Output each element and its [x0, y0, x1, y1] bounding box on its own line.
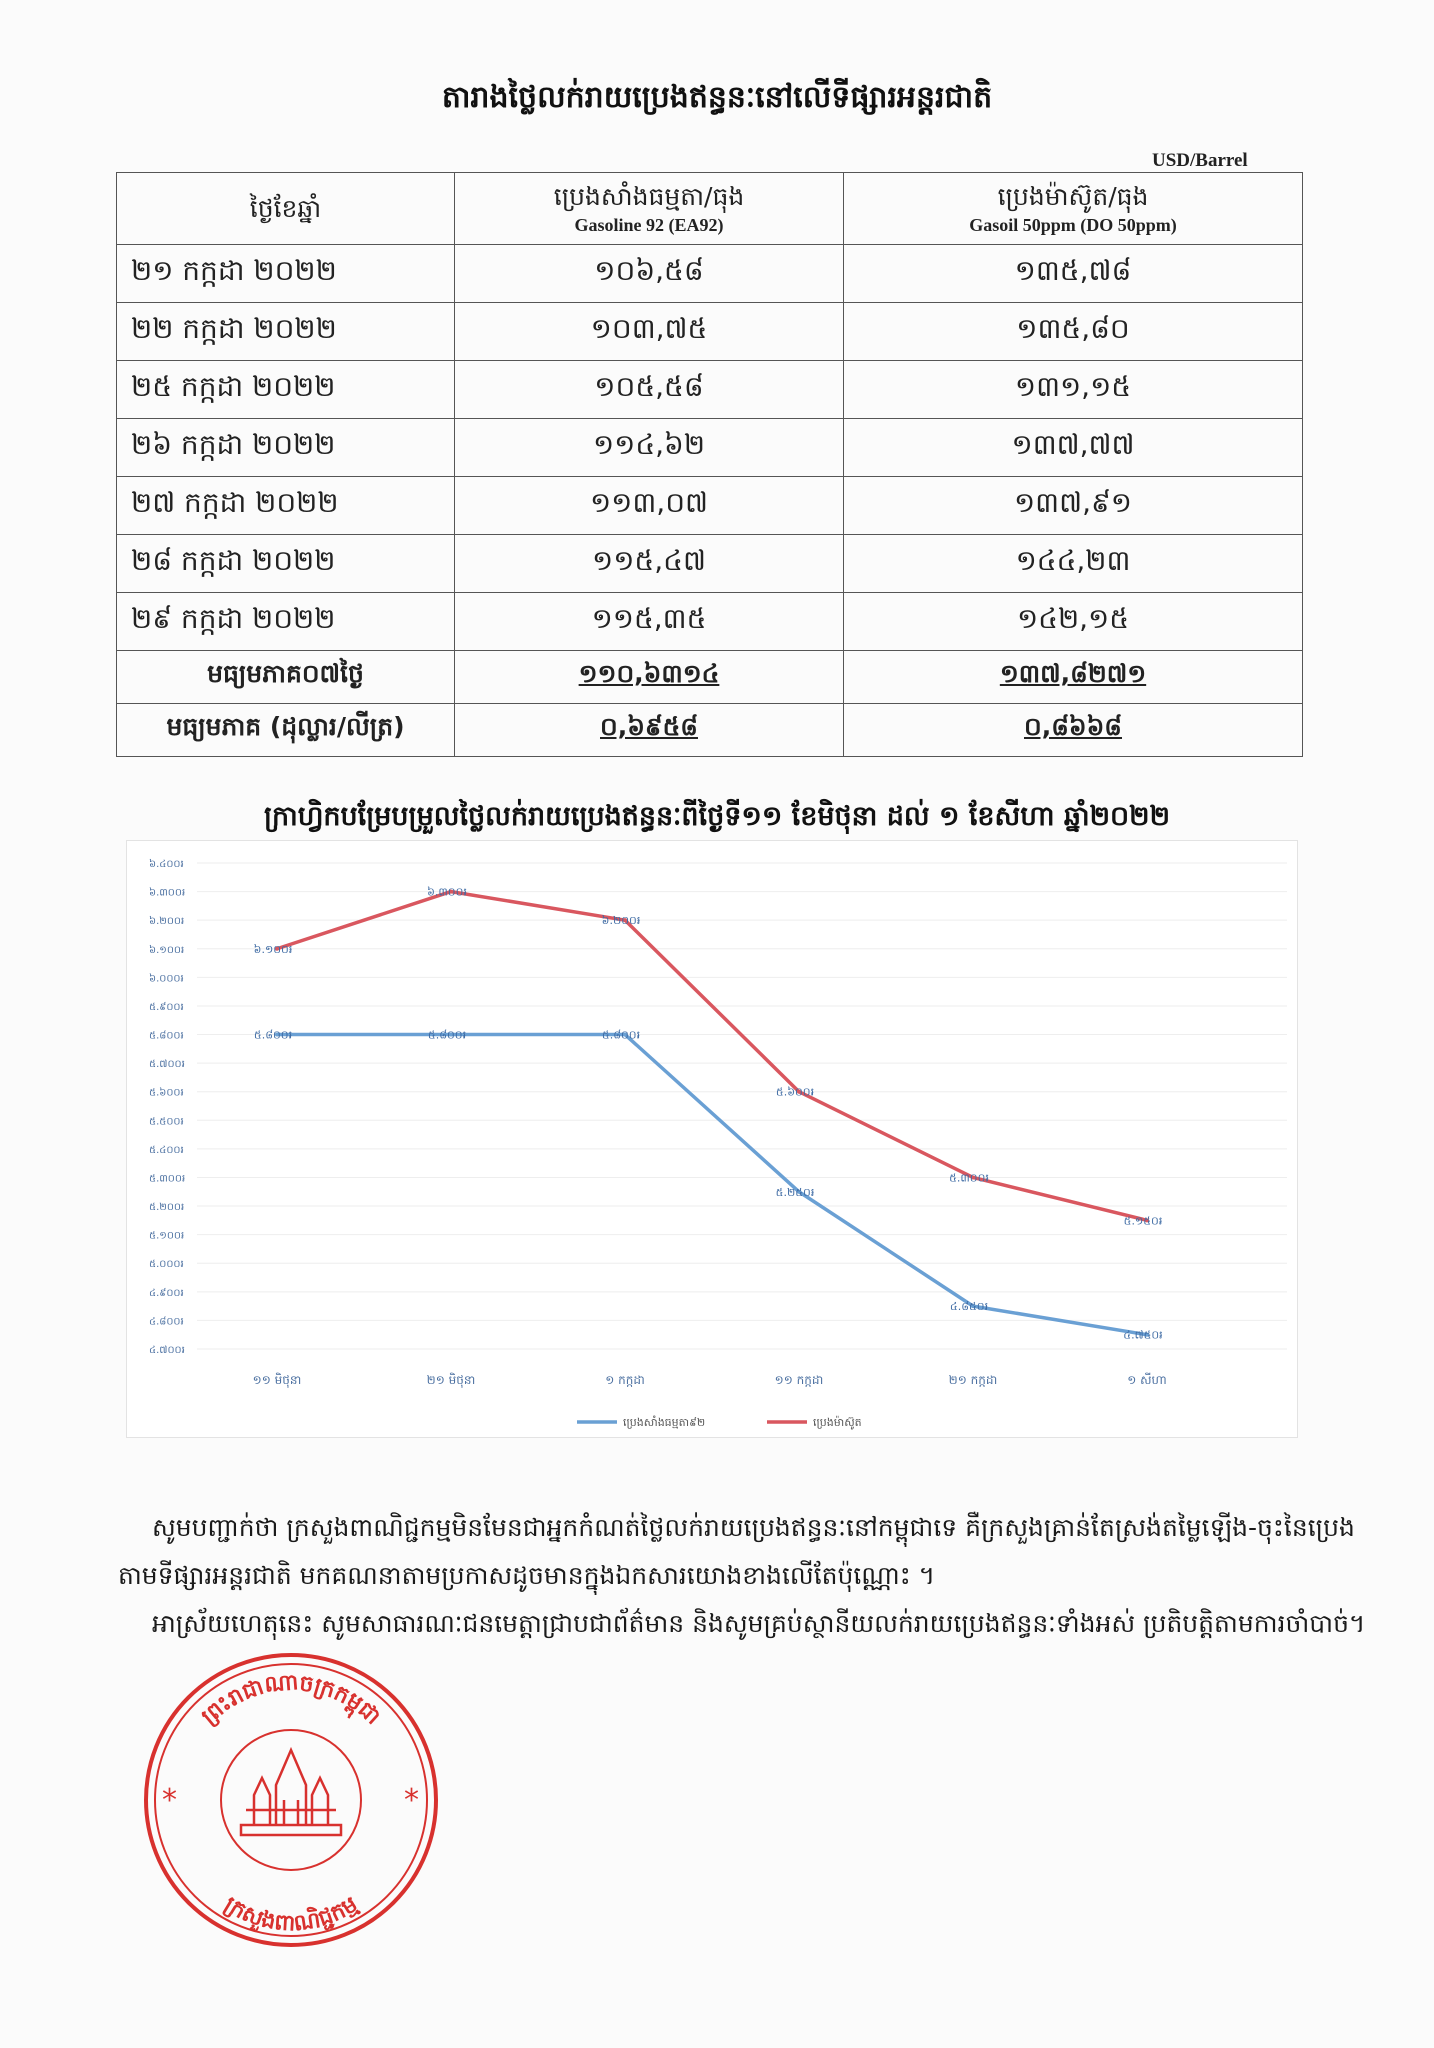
average-liter-label: មធ្យមភាគ (ដុល្លារ/លីត្រ) [117, 704, 455, 757]
cell-date: ២៥ កក្កដា ២០២២ [117, 361, 455, 419]
price-table [116, 172, 1303, 757]
note-paragraph: សូមបញ្ជាក់ថា ក្រសួងពាណិជ្ជកម្មមិនមែនជាអ្នកកំណត់ថ្លៃលក់រាយប្រេងឥន្ធនៈនៅកម្ពុជាទេ គឺក្រសួងគ្រាន់តែស្រង់តម្លៃឡើង-ចុះនៃប្រេងតាមទីផ្សារអន្តរជាតិ មកគណនាតាមប្រកាសដូចមានក្នុងឯកសារយោងខាងលើតែប៉ុណ្ណោះ ។ [118, 1513, 1355, 1590]
y-tick-label: ៦.០០០៛ [149, 973, 184, 985]
y-tick-label: ៥.២០០៛ [149, 1202, 185, 1214]
average-liter-gasoline: ០,៦៩៥៨ [455, 704, 844, 757]
data-label: ៥.៨០០៛ [253, 1028, 293, 1042]
x-tick-label: ១ សីហា [1127, 1373, 1167, 1387]
table-row [117, 303, 1303, 361]
cell-gasoline: ១០៥,៥៨ [455, 361, 844, 419]
seal-star-left: * [162, 1783, 177, 1818]
y-tick-label: ៥.៨០០៛ [149, 1030, 184, 1042]
x-tick-label: ១ កក្កដា [605, 1373, 645, 1387]
data-label: ៥.៨០០៛ [427, 1028, 467, 1042]
x-tick-label: ២១ មិថុនា [426, 1373, 476, 1387]
y-tick-label: ៥.៣០០៛ [149, 1173, 186, 1185]
y-tick-label: ៥.៧០០៛ [149, 1059, 185, 1071]
average-liter-row [117, 704, 1303, 757]
data-label: ៦.២០០៛ [601, 914, 641, 928]
table-row [117, 419, 1303, 477]
data-label: ៥.២៥០៛ [775, 1185, 815, 1199]
table-row [117, 477, 1303, 535]
angkor-temple-emblem [241, 1750, 341, 1835]
x-tick-label: ២១ កក្កដា [948, 1373, 998, 1387]
cell-diesel: ១៣៧,៧៧ [844, 419, 1303, 477]
cell-diesel: ១៣៧,៩១ [844, 477, 1303, 535]
average-liter-diesel: ០,៨៦៦៨ [844, 704, 1303, 757]
y-tick-label: ៦.៣០០៛ [149, 887, 186, 899]
y-tick-label: ៦.៤០០៛ [149, 859, 184, 870]
y-tick-label: ៤.៨០០៛ [149, 1316, 184, 1328]
header-diesel: ប្រេងម៉ាស៊ូត/ធុង Gasoil 50ppm (DO 50ppm) [844, 173, 1303, 245]
header-date: ថ្ងៃខែឆ្នាំ [117, 173, 455, 245]
average-7day-label: មធ្យមភាគ០៧ថ្ងៃ [117, 651, 455, 704]
document-title: តារាងថ្លៃលក់រាយប្រេងឥន្ធនៈនៅលើទីផ្សារអន្តរជាតិ [441, 80, 993, 115]
cell-gasoline: ១១៥,៤៧ [455, 535, 844, 593]
table-row [117, 245, 1303, 303]
cell-diesel: ១៤៤,២៣ [844, 535, 1303, 593]
x-tick-label: ១១ កក្កដា [774, 1373, 824, 1387]
unit-label: USD/Barrel [1152, 150, 1248, 171]
cell-gasoline: ១១៥,៣៥ [455, 593, 844, 651]
cell-diesel: ១៤២,១៥ [844, 593, 1303, 651]
cell-date: ២៧ កក្កដា ២០២២ [117, 477, 455, 535]
chart-title: ក្រាហ្វិកបម្រែបម្រួលថ្លៃលក់រាយប្រេងឥន្ធនៈពីថ្ងៃទី១១ ខែមិថុនា ដល់ ១ ខែសីហា ឆ្នាំ២០២២ [263, 801, 1171, 832]
x-tick-label: ១១ មិថុនា [252, 1373, 302, 1387]
data-label: ៥.១៥០៛ [1123, 1214, 1163, 1228]
data-label: ៤.៨៥០៛ [949, 1300, 989, 1314]
header-gasoline: ប្រេងសាំងធម្មតា/ធុង Gasoline 92 (EA92) [455, 173, 844, 245]
cell-diesel: ១៣៥,៧៨ [844, 245, 1303, 303]
diesel-series-line [277, 892, 1147, 1221]
price-chart [126, 840, 1298, 1438]
y-tick-label: ៥.៤០០៛ [149, 1144, 184, 1156]
gasoline-series-line [277, 1035, 1147, 1335]
data-label: ៤.៧៥០៛ [1123, 1328, 1163, 1342]
data-label: ៥.៣០០៛ [949, 1171, 989, 1185]
table-header-row [117, 173, 1303, 245]
table-row [117, 593, 1303, 651]
cell-diesel: ១៣១,១៥ [844, 361, 1303, 419]
table-row [117, 535, 1303, 593]
seal-star-right: * [404, 1783, 419, 1818]
cell-gasoline: ១០៣,៧៥ [455, 303, 844, 361]
y-tick-label: ៥.៩០០៛ [149, 1001, 184, 1013]
y-tick-label: ៤.៧០០៛ [149, 1345, 185, 1356]
data-label: ៦.៣០០៛ [427, 885, 467, 899]
cell-date: ២២ កក្កដា ២០២២ [117, 303, 455, 361]
table-row [117, 361, 1303, 419]
y-tick-label: ៥.០០០៛ [149, 1259, 184, 1271]
cell-date: ២១ កក្កដា ២០២២ [117, 245, 455, 303]
average-7day-gasoline: ១១០,៦៣១៤ [455, 651, 844, 704]
ministry-seal-stamp [136, 1650, 446, 1950]
data-label: ៥.៦០០៛ [775, 1085, 815, 1099]
average-7day-diesel: ១៣៧,៨២៧១ [844, 651, 1303, 704]
cell-gasoline: ១១៤,៦២ [455, 419, 844, 477]
y-tick-label: ៥.៦០០៛ [149, 1087, 184, 1099]
cell-gasoline: ១០៦,៥៨ [455, 245, 844, 303]
cell-diesel: ១៣៥,៨០ [844, 303, 1303, 361]
legend-diesel-label: ប្រេងម៉ាស៊ូត [813, 1416, 862, 1429]
cell-date: ២៦ កក្កដា ២០២២ [117, 419, 455, 477]
data-label: ៦.១០០៛ [253, 942, 293, 956]
data-label: ៥.៨០០៛ [601, 1028, 641, 1042]
y-tick-label: ៥.៥០០៛ [149, 1116, 184, 1128]
seal-outer-ring [146, 1655, 436, 1945]
y-tick-label: ៤.៩០០៛ [149, 1287, 184, 1299]
y-tick-label: ៦.២០០៛ [149, 916, 185, 928]
instruction-paragraph: អាស្រ័យហេតុនេះ សូមសាធារណៈជនមេត្តាជ្រាបជាព័ត៌មាន និងសូមគ្រប់ស្ថានីយលក់រាយប្រេងឥន្ធនៈទាំងអស់ ប្រតិបត្តិតាមការចាំបាច់។ [152, 1609, 1366, 1638]
cell-date: ២៨ កក្កដា ២០២២ [117, 535, 455, 593]
average-7day-row [117, 651, 1303, 704]
legend-gasoline-label: ប្រេងសាំងធម្មតា៩២ [623, 1416, 706, 1429]
y-tick-label: ៦.១០០៛ [149, 944, 185, 956]
cell-gasoline: ១១៣,០៧ [455, 477, 844, 535]
chart-svg [127, 841, 1297, 1437]
seal-top-text: ព្រះរាជាណាចក្រកម្ពុជា [197, 1670, 386, 1730]
y-tick-label: ៥.១០០៛ [149, 1230, 185, 1242]
seal-bottom-text: ក្រសួងពាណិជ្ជកម្ម [219, 1891, 363, 1937]
cell-date: ២៩ កក្កដា ២០២២ [117, 593, 455, 651]
seal-inner-ring [155, 1664, 427, 1936]
